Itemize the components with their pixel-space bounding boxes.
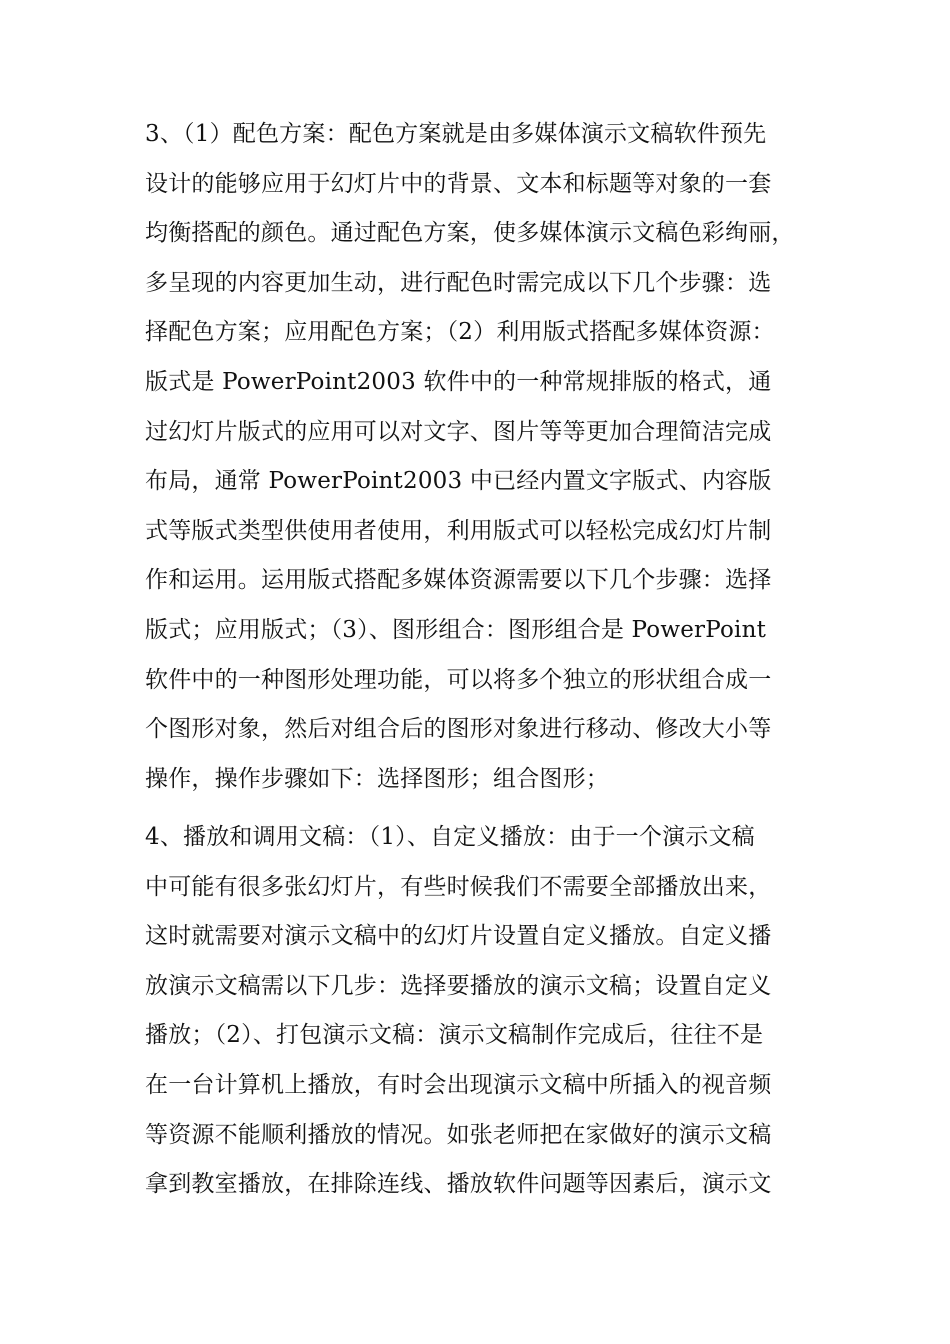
paragraph-4 — [145, 813, 771, 1210]
text-line: 软件中的一种图形处理功能，可以将多个独立的形状组合成一 — [145, 666, 772, 693]
paragraph-3 — [145, 110, 795, 804]
text-line: 这时就需要对演示文稿中的幻灯片设置自定义播放。自定义播 — [145, 923, 772, 950]
text-line: 择配色方案；应用配色方案；（2）利用版式搭配多媒体资源： — [145, 319, 775, 346]
text-line: 在一台计算机上播放，有时会出现演示文稿中所插入的视音频 — [145, 1071, 772, 1098]
text-line: 4、播放和调用文稿：（1）、自定义播放：由于一个演示文稿 — [145, 824, 755, 850]
text-line: 3、（1）配色方案：配色方案就是由多媒体演示文稿软件预先 — [145, 121, 767, 147]
text-line: 作和运用。运用版式搭配多媒体资源需要以下几个步骤：选择 — [145, 567, 772, 594]
text-line: 中可能有很多张幻灯片，有些时候我们不需要全部播放出来， — [145, 873, 772, 900]
text-line: 播放；（2）、打包演示文稿：演示文稿制作完成后，往往不是 — [145, 1022, 764, 1049]
text-line: 式等版式类型供使用者使用，利用版式可以轻松完成幻灯片制 — [145, 517, 772, 544]
text-line: 均衡搭配的颜色。通过配色方案，使多媒体演示文稿色彩绚丽， — [145, 220, 795, 247]
text-line: 放演示文稿需以下几步：选择要播放的演示文稿；设置自定义 — [145, 972, 772, 999]
text-line: 等资源不能顺利播放的情况。如张老师把在家做好的演示文稿 — [145, 1121, 772, 1148]
text-line: 拿到教室播放，在排除连线、播放软件问题等因素后，演示文 — [145, 1171, 772, 1198]
text-line: 版式；应用版式；（3）、图形组合：图形组合是 PowerPoint — [145, 616, 767, 643]
text-line: 过幻灯片版式的应用可以对文字、图片等等更加合理简洁完成 — [145, 418, 772, 445]
text-line: 操作，操作步骤如下：选择图形；组合图形； — [145, 765, 609, 792]
text-line: 布局，通常 PowerPoint2003 中已经内置文字版式、内容版 — [145, 468, 772, 495]
text-line: 设计的能够应用于幻灯片中的背景、文本和标题等对象的一套 — [145, 170, 772, 197]
text-line: 多呈现的内容更加生动，进行配色时需完成以下几个步骤：选 — [145, 269, 772, 296]
text-line: 版式是 PowerPoint2003 软件中的一种常规排版的格式，通 — [145, 368, 772, 395]
text-line: 个图形对象，然后对组合后的图形对象进行移动、修改大小等 — [145, 716, 772, 743]
